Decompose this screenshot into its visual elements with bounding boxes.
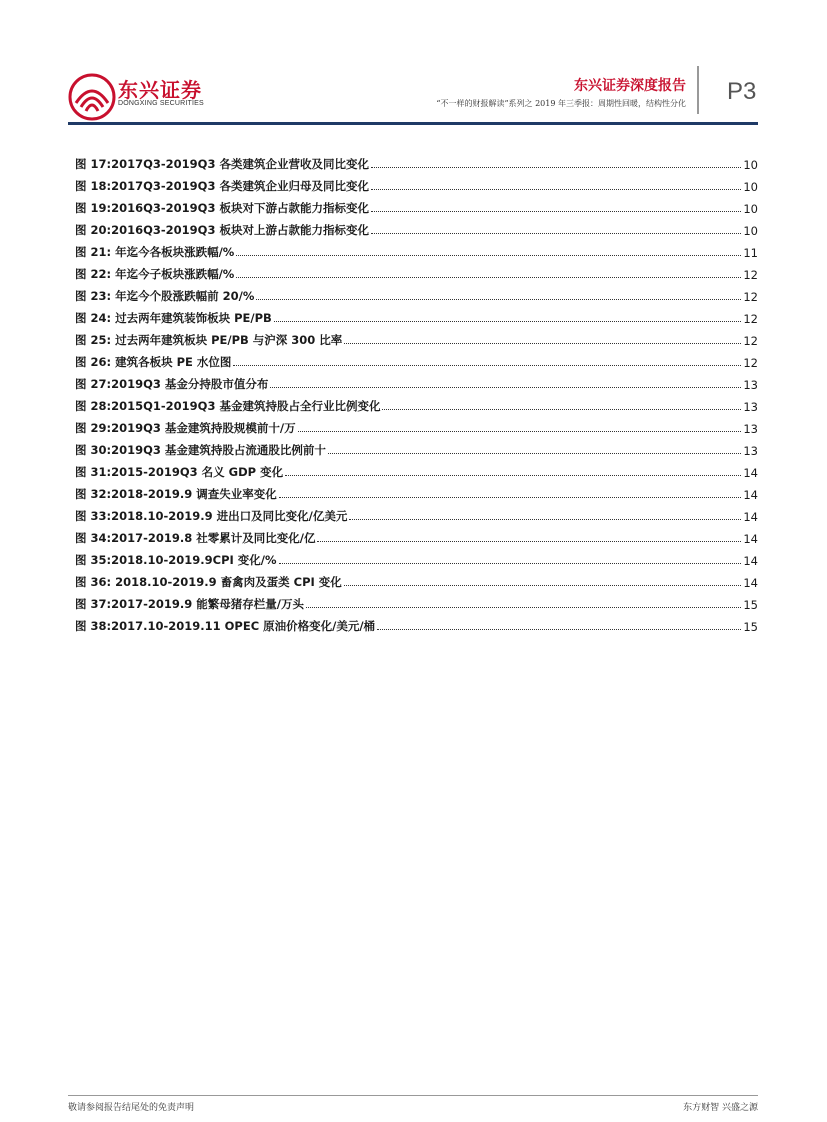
toc-entry[interactable] <box>75 150 758 172</box>
toc-entry-page: 10 <box>743 158 758 172</box>
dot-leader <box>382 409 741 410</box>
toc-entry[interactable] <box>75 502 758 524</box>
toc-entry-page: 13 <box>743 378 758 392</box>
toc-entry-label: 图 25: 过去两年建筑板块 PE/PB 与沪深 300 比率 <box>75 333 343 347</box>
toc-entry-page: 14 <box>743 532 758 546</box>
dot-leader <box>371 211 741 212</box>
dot-leader <box>344 585 742 586</box>
toc-entry[interactable] <box>75 392 758 414</box>
dongxing-logo-icon <box>68 73 116 121</box>
dot-leader <box>317 541 741 542</box>
toc-entry[interactable] <box>75 326 758 348</box>
footer-slogan: 东方财智 兴盛之源 <box>683 1103 758 1113</box>
toc-entry-page: 14 <box>743 466 758 480</box>
toc-entry[interactable] <box>75 414 758 436</box>
toc-entry-label: 图 20:2016Q3-2019Q3 板块对上游占款能力指标变化 <box>75 223 369 237</box>
report-title: 东兴证券深度报告 <box>574 78 686 94</box>
toc-entry-label: 图 24: 过去两年建筑装饰板块 PE/PB <box>75 311 272 325</box>
dot-leader <box>233 365 741 366</box>
toc-entry-page: 13 <box>743 422 758 436</box>
toc-entry[interactable] <box>75 568 758 590</box>
toc-entry[interactable] <box>75 436 758 458</box>
toc-entry-label: 图 19:2016Q3-2019Q3 板块对下游占款能力指标变化 <box>75 201 369 215</box>
dot-leader <box>236 277 741 278</box>
dot-leader <box>236 255 741 256</box>
report-subtitle: “不一样的财报解读”系列之 2019 年三季报：周期性回暖，结构性分化 <box>436 99 686 108</box>
toc-entry-page: 10 <box>743 180 758 194</box>
toc-entry[interactable] <box>75 458 758 480</box>
toc-entry-page: 11 <box>743 246 758 260</box>
toc-entry-page: 15 <box>743 620 758 634</box>
header-rule <box>68 122 758 125</box>
footer-disclaimer: 敬请参阅报告结尾处的免责声明 <box>68 1103 195 1113</box>
brand-name: 东兴证券 <box>118 78 202 102</box>
toc-entry[interactable] <box>75 194 758 216</box>
dot-leader <box>328 453 741 454</box>
toc-entry-label: 图 18:2017Q3-2019Q3 各类建筑企业归母及同比变化 <box>75 179 369 193</box>
toc-entry-page: 12 <box>743 268 758 282</box>
toc-entry-label: 图 33:2018.10-2019.9 进出口及同比变化/亿美元 <box>75 509 348 523</box>
toc-entry[interactable] <box>75 546 758 568</box>
dot-leader <box>298 431 742 432</box>
dot-leader <box>377 629 741 630</box>
toc-entry[interactable] <box>75 238 758 260</box>
toc-entry[interactable] <box>75 216 758 238</box>
page-header <box>0 0 827 130</box>
toc-entry-label: 图 36: 2018.10-2019.9 畜禽肉及蛋类 CPI 变化 <box>75 575 342 589</box>
toc-entry[interactable] <box>75 612 758 634</box>
toc-entry[interactable] <box>75 348 758 370</box>
dot-leader <box>371 167 741 168</box>
toc-entry-page: 10 <box>743 202 758 216</box>
toc-entry-page: 14 <box>743 554 758 568</box>
dot-leader <box>274 321 742 322</box>
toc-entry-page: 14 <box>743 510 758 524</box>
toc-entry[interactable] <box>75 370 758 392</box>
toc-entry-label: 图 34:2017-2019.8 社零累计及同比变化/亿 <box>75 531 316 545</box>
toc-entry[interactable] <box>75 172 758 194</box>
toc-entry-page: 14 <box>743 488 758 502</box>
toc-entry[interactable] <box>75 524 758 546</box>
toc-entry-label: 图 32:2018-2019.9 调查失业率变化 <box>75 487 277 501</box>
toc-entry[interactable] <box>75 282 758 304</box>
dot-leader <box>344 343 741 344</box>
toc-entry-page: 15 <box>743 598 758 612</box>
toc-entry-page: 10 <box>743 224 758 238</box>
toc-entry-label: 图 37:2017-2019.9 能繁母猪存栏量/万头 <box>75 597 304 611</box>
dot-leader <box>256 299 741 300</box>
dot-leader <box>279 497 742 498</box>
dot-leader <box>306 607 741 608</box>
toc-entry-page: 13 <box>743 400 758 414</box>
toc-entry-page: 12 <box>743 334 758 348</box>
dot-leader <box>279 563 742 564</box>
toc-entry-page: 12 <box>743 356 758 370</box>
brand-name-english: DONGXING SECURITIES <box>118 100 204 107</box>
toc-entry-label: 图 29:2019Q3 基金建筑持股规模前十/万 <box>75 421 296 435</box>
dot-leader <box>371 233 741 234</box>
toc-entry-label: 图 30:2019Q3 基金建筑持股占流通股比例前十 <box>75 443 326 457</box>
toc-entry-label: 图 27:2019Q3 基金分持股市值分布 <box>75 377 269 391</box>
footer-rule <box>68 1095 758 1096</box>
toc-entry-page: 13 <box>743 444 758 458</box>
dot-leader <box>270 387 741 388</box>
toc-entry-label: 图 28:2015Q1-2019Q3 基金建筑持股占全行业比例变化 <box>75 399 381 413</box>
toc-entry-label: 图 23: 年迄今个股涨跌幅前 20/% <box>75 289 255 303</box>
dot-leader <box>371 189 741 190</box>
toc-entry-label: 图 31:2015-2019Q3 名义 GDP 变化 <box>75 465 284 479</box>
toc-entry[interactable] <box>75 260 758 282</box>
toc-entry-label: 图 26: 建筑各板块 PE 水位图 <box>75 355 232 369</box>
toc-entry-label: 图 38:2017.10-2019.11 OPEC 原油价格变化/美元/桶 <box>75 619 376 633</box>
toc-entry-label: 图 22: 年迄今子板块涨跌幅/% <box>75 267 235 281</box>
toc-entry[interactable] <box>75 480 758 502</box>
toc-entry-page: 12 <box>743 290 758 304</box>
toc-entry-page: 12 <box>743 312 758 326</box>
toc-entry-label: 图 17:2017Q3-2019Q3 各类建筑企业营收及同比变化 <box>75 157 369 171</box>
toc-entry-page: 14 <box>743 576 758 590</box>
page-number: P3 <box>727 78 757 105</box>
header-divider <box>697 66 699 114</box>
toc-entry-label: 图 35:2018.10-2019.9CPI 变化/% <box>75 553 277 567</box>
dot-leader <box>285 475 741 476</box>
toc-entry[interactable] <box>75 304 758 326</box>
dot-leader <box>349 519 741 520</box>
toc-entry[interactable] <box>75 590 758 612</box>
figure-index <box>75 150 758 634</box>
toc-entry-label: 图 21: 年迄今各板块涨跌幅/% <box>75 245 235 259</box>
